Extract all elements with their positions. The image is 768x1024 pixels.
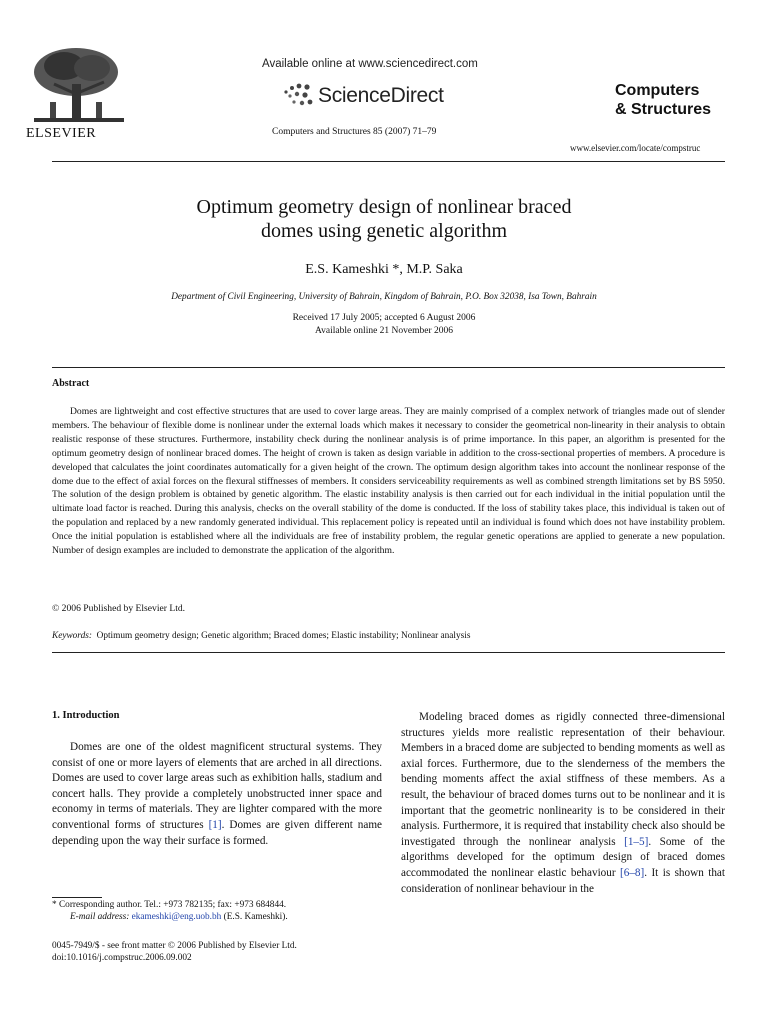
abstract-body: Domes are lightweight and cost effective structures that are used to cover large areas. They are mainly comprised of a complex network of triangles made out of slender members. The behaviour of flexible dome is nonlinear under the external loads which makes it necessary to consider the geometrical non-linearity in their analysis to obtain realistic response of these structures. Furthermore, instability check during the nonlinear analysis is of prime importance. In this paper, an algorithm is presented for the optimum geometry design of nonlinear braced domes. The height of crown is taken as design variable in addition to the cross-sectional properties of members. A procedure is developed that calculates the joint coordinates automatically for a given height of the crown. The optimum design algorithm takes into account the nonlinear response of the dome due to the effect of axial forces on the flexural stiffnesses of members. It considers serviceability requirements as well as combined strength limitations set by BS 5950. The solution of the design problem is obtained by genetic algorithm. The elastic instability analysis is then carried out for each individual in the initial population until the ultimate load factor is reached. During this analysis, checks on the overall stability of the dome is conducted. If the loss of stability takes place, this individual is taken out of the population and replaced by a new randomly generated individual. This replacement policy is repeated until an individual is found which does not have instability problem. Once the initial population is established where all the individuals are free of instability problem, the regular genetic operations are applied to generate a new population. Number of design examples are included to demonstrate the application of the algorithm. xyxy=(52,406,725,557)
citation-link[interactable]: [1–5] xyxy=(624,835,649,848)
article-title-line1: Optimum geometry design of nonlinear braced xyxy=(196,196,572,218)
available-online-date: Available online 21 November 2006 xyxy=(314,326,454,336)
header-divider xyxy=(52,161,725,162)
sciencedirect-brand: ScienceDirect xyxy=(318,84,444,107)
citation-link[interactable]: [1] xyxy=(208,818,222,831)
article-authors: E.S. Kameshki *, M.P. Saka xyxy=(305,262,463,277)
journal-logo-line1: Computers xyxy=(615,82,700,99)
tree-icon xyxy=(24,44,134,128)
author-email-link[interactable]: ekameshki@eng.uob.bh xyxy=(131,912,222,922)
publisher-name: ELSEVIER xyxy=(26,126,97,141)
abstract-bottom-divider xyxy=(52,652,725,653)
intro-right-text-a: Modeling braced domes as rigidly connected three-dimensional structures yields more realistic representation of their behaviour. Members in a braced dome are subjected to bending moments as well as axial forces. Furthermore, due to the slenderness of the members the bending moments affect the axial stiffness of these members. As a result, the behaviour of braced domes turns out to be nonlinear and it is important that the geometric nonlinearity is to be considered in their analysis. Furthermore, it is required that instability check also should be investigated through the nonlinear analysis xyxy=(401,711,725,848)
sciencedirect-dots-icon xyxy=(282,82,316,110)
journal-reference: Computers and Structures 85 (2007) 71–79 xyxy=(272,127,437,137)
keywords-line xyxy=(52,631,725,641)
available-online-text: Available online at www.sciencedirect.com xyxy=(262,58,478,70)
email-suffix: (E.S. Kameshki). xyxy=(221,912,288,922)
intro-right-text-b: . Some of the algorithms developed for the optimum design of braced domes accommodated the nonlinear elastic behaviour xyxy=(401,835,725,879)
email-note xyxy=(70,911,390,923)
received-dates: Received 17 July 2005; accepted 6 August 2006 xyxy=(292,313,476,323)
abstract-top-divider xyxy=(52,367,725,368)
intro-paragraph-left xyxy=(52,740,382,849)
journal-url: www.elsevier.com/locate/compstruc xyxy=(570,143,701,153)
intro-left-text-a: Domes are one of the oldest magnificent structural systems. They consist of one or more layers of elements that are arched in all directions. Domes are used to cover large areas such as exhibition halls, stadium and concert halls. They provide a completely unobstructed inner space and economy in terms of materials. They are lighter compared with the more conventional forms of structures xyxy=(52,741,382,831)
abstract-copyright: © 2006 Published by Elsevier Ltd. xyxy=(52,603,186,614)
author-affiliation: Department of Civil Engineering, University of Bahrain, Kingdom of Bahrain, P.O. Box 32038, Isa Town, Bahrain xyxy=(171,292,597,302)
journal-logo-line2: & Structures xyxy=(615,101,712,118)
keywords-list: Optimum geometry design; Genetic algorithm; Braced domes; Elastic instability; Nonlinear analysis xyxy=(96,631,471,641)
email-label: E-mail address: xyxy=(70,912,130,922)
intro-paragraph-right xyxy=(401,710,725,897)
issn-line: 0045-7949/$ - see front matter © 2006 Published by Elsevier Ltd. xyxy=(52,941,297,951)
abstract-heading: Abstract xyxy=(52,378,90,389)
citation-link[interactable]: [6–8] xyxy=(620,866,645,879)
article-title-line2: domes using genetic algorithm xyxy=(260,220,508,242)
section-heading-introduction: 1. Introduction xyxy=(52,710,120,721)
corresponding-author-note: * Corresponding author. Tel.: +973 782135; fax: +973 684844. xyxy=(52,900,287,910)
doi-line: doi:10.1016/j.compstruc.2006.09.002 xyxy=(52,953,192,963)
intro-left-text-b: . Domes are given different name depending upon the way their surface is formed. xyxy=(52,818,382,847)
footnote-divider xyxy=(52,897,102,898)
intro-right-text-c: . It is shown that consideration of nonlinear behaviour in the xyxy=(401,866,725,895)
keywords-label: Keywords: xyxy=(52,631,92,641)
